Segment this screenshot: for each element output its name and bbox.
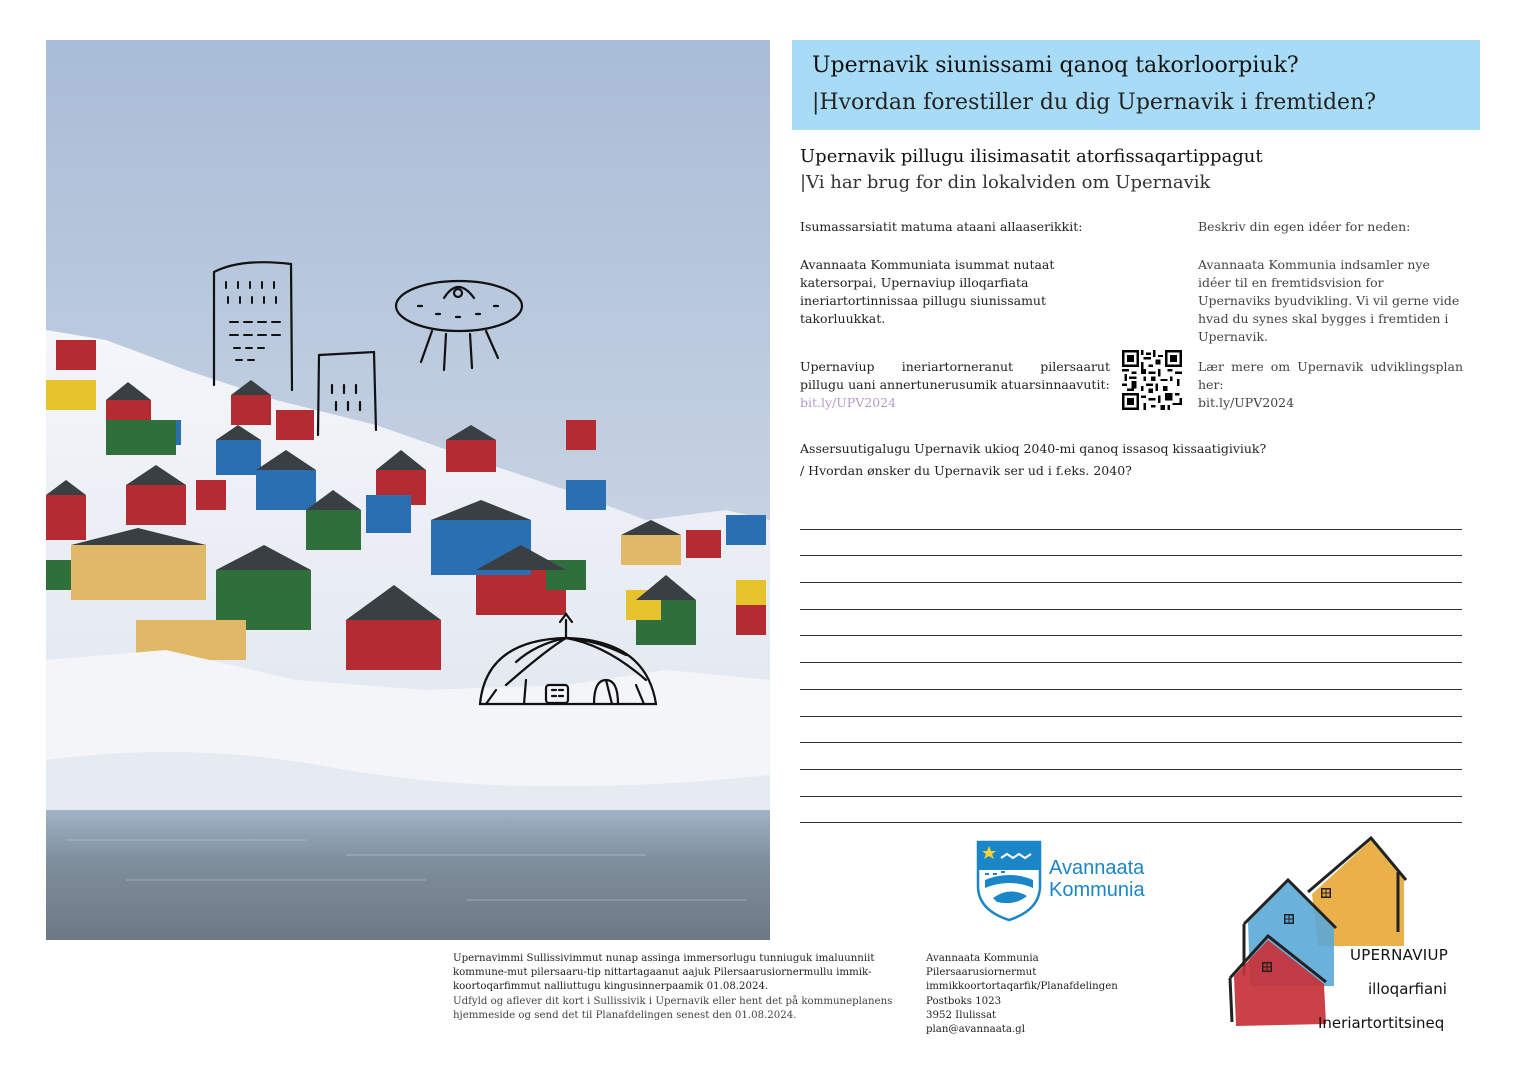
subheader-kalaallisut: Upernavik pillugu ilisimasatit atorfissaqartippagut	[800, 146, 1263, 167]
right-link[interactable]: bit.ly/UPV2024	[1198, 395, 1295, 410]
left-link[interactable]: bit.ly/UPV2024	[800, 395, 897, 410]
footer-note-kalaallisut: Upernavimmi Sullissivimmut nunap assinga immersorlugu tunniuguk imaluunniit kommune-mut pilersaaru-tip nittartagaanut aajuk Pilersaarusiornermullu immik-koortoqarfimmut nalliuttugu kingusinnerpaamik 01.08.2024.	[453, 953, 875, 993]
upernaviup-logo-line2: illoqarfiani	[1368, 980, 1447, 998]
left-heading: Isumassarsiatit matuma ataani allaaserikkit:	[800, 219, 1083, 234]
header-band	[792, 40, 1480, 130]
title-danish: |Hvordan forestiller du dig Upernavik i fremtiden?	[812, 90, 1377, 115]
writing-line[interactable]	[800, 503, 1462, 530]
upernaviup-logo-line1: UPERNAVIUP	[1350, 946, 1449, 964]
avannaata-logo	[975, 840, 1175, 922]
writing-line[interactable]	[800, 690, 1462, 717]
subheader-danish: |Vi har brug for din lokalviden om Upernavik	[800, 172, 1211, 193]
address-email[interactable]: plan@avannaata.gl	[926, 1024, 1025, 1036]
title-kalaallisut: Upernavik siunissami qanoq takorloorpiuk?	[812, 53, 1299, 78]
left-plan-text: Upernaviup ineriartorneranut pilersaarut pillugu uani annertunerusumik atuarsinnaavutit:	[800, 359, 1110, 392]
writing-line[interactable]	[800, 770, 1462, 797]
address-dept: Pilersaarusiornermut immikkoortortaqarfik/Planafdelingen	[926, 967, 1118, 993]
writing-line[interactable]	[800, 530, 1462, 557]
writing-line[interactable]	[800, 717, 1462, 744]
writing-line[interactable]	[800, 663, 1462, 690]
address-box: Postboks 1023	[926, 995, 1002, 1007]
right-heading: Beskriv din egen idéer for neden:	[1198, 219, 1411, 234]
avannaata-logo-line2: Kommunia	[1049, 879, 1145, 901]
writing-line[interactable]	[800, 743, 1462, 770]
question-kalaallisut: Assersuutigalugu Upernavik ukioq 2040-mi qanoq issasoq kissaatigiviuk?	[800, 441, 1267, 456]
qr-code-icon[interactable]	[1122, 350, 1182, 410]
left-column	[800, 218, 1110, 412]
address-org: Avannaata Kommunia	[926, 953, 1039, 964]
right-column	[1198, 218, 1464, 412]
writing-line[interactable]	[800, 636, 1462, 663]
avannaata-logo-line1: Avannaata	[1049, 857, 1145, 879]
shield-icon	[978, 842, 1040, 920]
writing-line[interactable]	[800, 797, 1462, 824]
address-block	[926, 952, 1196, 1037]
houses-logo-icon	[1226, 836, 1486, 1036]
footer-note-danish: Udfyld og aflever dit kort i Sullissivik i Upernavik eller hent det på kommuneplanens hjemmeside og send det til Planafdelingen senest den 01.08.2024.	[453, 995, 893, 1021]
left-body: Avannaata Kommuniata isummat nutaat katersorpai, Upernaviup illoqarfiata ineriartortinnissaa pillugu siunissamut takorluukkat.	[800, 257, 1055, 326]
writing-line[interactable]	[800, 556, 1462, 583]
water	[46, 810, 770, 940]
address-city: 3952 Ilulissat	[926, 1009, 997, 1021]
writing-area[interactable]	[800, 503, 1462, 823]
writing-line[interactable]	[800, 610, 1462, 637]
question-danish: / Hvordan ønsker du Upernavik ser ud i f.eks. 2040?	[800, 463, 1132, 478]
upernaviup-logo-line3: Ineriartortitsineq	[1318, 1014, 1445, 1032]
footer-note	[453, 952, 905, 1023]
question	[800, 440, 1460, 480]
upernavik-photo-illustration	[46, 40, 770, 940]
right-body: Avannaata Kommunia indsamler nye idéer til en fremtidsvision for Upernaviks byudvikling. Vi vil gerne vide hvad du synes skal bygges i fremtiden i Upernavik.	[1198, 257, 1460, 344]
right-plan-text: Lær mere om Upernavik udviklingsplan her:	[1198, 359, 1463, 392]
writing-line[interactable]	[800, 583, 1462, 610]
